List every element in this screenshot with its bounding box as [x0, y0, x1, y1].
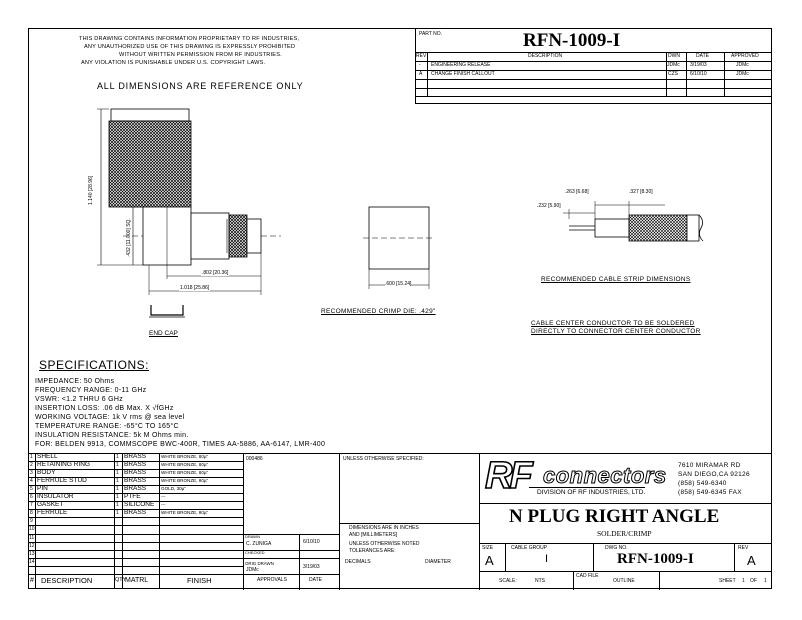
bom-item-number: 11: [29, 535, 35, 541]
drawing-subtitle: SOLDER/CRIMP: [597, 529, 652, 538]
drawing-sheet: [28, 28, 772, 589]
bom-description: SHELL: [37, 453, 58, 460]
rev-header-dwn: DWN: [668, 53, 680, 59]
bom-qty: 1: [116, 486, 119, 492]
bom-item-number: 10: [29, 526, 35, 532]
rev-header-rev: REV: [416, 53, 427, 59]
bom-qty: 1: [116, 462, 119, 468]
bom-material: SILICONE: [124, 501, 155, 508]
drawn-by: C. ZUNIGA: [246, 541, 272, 547]
bom-qty: 1: [116, 502, 119, 508]
bom-finish: WHITE BRONZE, 80µ": [161, 510, 209, 515]
bom-item-number: 9: [30, 518, 33, 524]
dim-crimp-width: .600 [15.24]: [385, 281, 412, 287]
bom-item-number: 3: [30, 470, 33, 476]
bom-material: BRASS: [124, 469, 147, 476]
sheet-total: 1: [764, 578, 767, 584]
bom-qty: 1: [116, 478, 119, 484]
crimp-die-label: RECOMMENDED CRIMP DIE: .429": [321, 308, 436, 315]
sheet-number: 1: [742, 578, 745, 584]
bom-item-number: 5: [30, 486, 33, 492]
bom-item-number: 13: [29, 551, 35, 557]
drawn-date: 6/10/10: [303, 539, 320, 545]
bom-item-number: 6: [30, 494, 33, 500]
diameter-label: DIAMETER: [425, 559, 451, 565]
drawn-label: DRAWN: [245, 534, 260, 539]
cad-file-value: OUTLINE: [613, 578, 635, 584]
bom-item-number: 4: [30, 478, 33, 484]
decimals-label: DECIMALS: [345, 559, 371, 565]
notice-line-1: THIS DRAWING CONTAINS INFORMATION PROPRIETARY TO RF INDUSTRIES,: [79, 36, 300, 42]
bom-qty: 1: [116, 454, 119, 460]
rev-row-approved: JDMc: [736, 71, 749, 77]
bom-qty: 1: [116, 494, 119, 500]
bom-footer-qty: QTY: [115, 577, 127, 583]
bom-item-number: 12: [29, 543, 35, 549]
cable-group-label: CABLE GROUP: [511, 545, 548, 551]
end-cap-label: END CAP: [149, 330, 178, 337]
orig-drawn-label: ORIG DRAWN: [245, 561, 274, 566]
cable-strip-label: RECOMMENDED CABLE STRIP DIMENSIONS: [541, 276, 691, 283]
tolerance-note-2: TOLERANCES ARE:: [349, 548, 396, 554]
spec-line: IMPEDANCE: 50 Ohms: [35, 378, 115, 385]
rev-header-approved: APPROVED: [731, 53, 759, 59]
bom-material: BRASS: [124, 477, 147, 484]
rev-row-rev: -: [419, 62, 421, 68]
cad-file-label: CAD FILE: [576, 573, 599, 579]
bom-finish: WHITE BRONZE, 80µ": [161, 462, 209, 467]
cable-group-value: I: [545, 553, 549, 565]
orig-drawn-date: 3/19/03: [303, 564, 320, 570]
bom-description: RETAINING RING: [37, 461, 90, 468]
dim-263: .263 [6.68]: [565, 189, 589, 195]
bom-item-number: 7: [30, 502, 33, 508]
dim-232: .232 [5.90]: [537, 203, 561, 209]
bom-material: BRASS: [124, 485, 147, 492]
rev-label: REV: [738, 545, 749, 551]
bom-item-number: 1: [30, 454, 33, 460]
rev-row-dwn: CZS: [668, 71, 678, 77]
checked-label: CHECKED: [245, 550, 265, 555]
bom-description: FERRULE STUD: [37, 477, 87, 484]
specifications-title: SPECIFICATIONS:: [39, 358, 149, 372]
dim-327: .327 [8.30]: [629, 189, 653, 195]
spec-line: VSWR: <1.2 THRU 6 GHz: [35, 396, 124, 403]
bom-finish: ---: [161, 494, 166, 499]
bom-material: BRASS: [124, 453, 147, 460]
spec-line: INSERTION LOSS: .06 dB Max. X √fGHz: [35, 405, 174, 412]
crimp-die-drawing: [369, 207, 429, 292]
orig-drawn-by: JDMc: [246, 567, 259, 573]
company-fax: (858) 549-6345 FAX: [678, 489, 742, 496]
notice-line-4: ANY VIOLATION IS PUNISHABLE UNDER U.S. COPYRIGHT LAWS.: [81, 60, 266, 66]
date-footer: DATE: [309, 577, 322, 583]
company-logo-word: connectors: [543, 463, 667, 488]
size-value: A: [485, 553, 494, 568]
bom-finish: WHITE BRONZE, 80µ": [161, 470, 209, 475]
bom-footer-number: #: [30, 577, 34, 584]
spec-line: TEMPERATURE RANGE: -65°C TO 165°C: [35, 423, 179, 430]
bom-description: BODY: [37, 469, 56, 476]
bom-finish: WHITE BRONZE, 80µ": [161, 454, 209, 459]
bom-finish: ---: [161, 502, 166, 507]
sheet-label: SHEET: [719, 578, 736, 584]
rev-row-date: 6/10/10: [690, 71, 707, 77]
revision-block: [415, 29, 771, 103]
rev-header-date: DATE: [696, 53, 709, 59]
bom-qty: 1: [116, 470, 119, 476]
approvals-footer: APPROVALS: [257, 577, 287, 583]
unless-specified: UNLESS OTHERWISE SPECIFIED:: [343, 456, 424, 462]
spec-line: WORKING VOLTAGE: 1k V rms @ sea level: [35, 414, 185, 421]
tolerance-note-1: UNLESS OTHERWISE NOTED: [349, 541, 420, 547]
notice-line-2: ANY UNAUTHORIZED USE OF THIS DRAWING IS EXPRESSLY PROHIBITED: [84, 44, 296, 50]
cable-strip-drawing: [569, 201, 719, 246]
spec-line: FREQUENCY RANGE: 0-11 GHz: [35, 387, 147, 394]
bom-material: PTFE: [124, 493, 141, 500]
document-number: 000486: [246, 456, 263, 462]
dim-plug-height: .432 [11.000] SQ.: [126, 218, 132, 257]
bom-footer-description: DESCRIPTION: [41, 576, 93, 585]
rev-header-description: DESCRIPTION: [528, 53, 563, 59]
rev-row-dwn: JDMc: [667, 62, 680, 68]
rev-value: A: [747, 553, 756, 568]
bom-item-number: 2: [30, 462, 33, 468]
notice-line-3: WITHOUT WRITTEN PERMISSION FROM RF INDUSTRIES.: [119, 52, 282, 58]
spec-line: FOR: BELDEN 9913, COMMSCOPE BWC-400R, TIMES AA-5886, AA-6147, LMR-400: [35, 441, 326, 448]
of-label: OF: [750, 578, 757, 584]
dimensions-note-1: DIMENSIONS ARE IN INCHES: [349, 525, 419, 531]
company-phone: (858) 549-6340: [678, 480, 727, 487]
scale-label: SCALE:: [499, 578, 517, 584]
dim-overall-height: 1.140 [28.96]: [88, 175, 94, 205]
spec-line: INSULATION RESISTANCE: 5k M Ohms min.: [35, 432, 189, 439]
bom-description: PIN: [37, 485, 48, 492]
part-number: RFN-1009-I: [523, 30, 621, 51]
scale-value: NTS: [535, 578, 545, 584]
bom-description: FERRULE: [37, 509, 68, 516]
company-division: DIVISION OF RF INDUSTRIES, LTD.: [537, 489, 646, 496]
bom-description: INSULATOR: [37, 493, 74, 500]
size-label: SIZE: [482, 545, 494, 551]
dim-1018: 1.018 [25.86]: [180, 285, 210, 291]
part-no-label: PART NO.: [419, 31, 443, 37]
drawing-title: N PLUG RIGHT ANGLE: [509, 506, 720, 527]
dwg-number: RFN-1009-I: [617, 551, 694, 567]
dimensions-note-2: AND [MILLIMETERS]: [349, 532, 398, 538]
company-logo-letters: RF: [485, 455, 530, 497]
rev-row-desc: CHANGE FINISH CALLOUT: [431, 71, 495, 77]
bom-material: BRASS: [124, 509, 147, 516]
solder-note-line-1: CABLE CENTER CONDUCTOR TO BE SOLDERED: [531, 320, 695, 327]
rev-row-desc: ENGINEERING RELEASE: [431, 62, 491, 68]
bom-qty: 1: [116, 510, 119, 516]
bom-material: BRASS: [124, 461, 147, 468]
dwg-no-label: DWG NO.: [605, 545, 628, 551]
bom-item-number: 8: [30, 510, 33, 516]
bom-item-number: 14: [29, 559, 35, 565]
rev-row-rev: A: [419, 71, 423, 77]
rev-row-approved: JDMc: [736, 62, 749, 68]
bom-description: GASKET: [37, 501, 64, 508]
end-cap-drawing: [149, 305, 185, 319]
bom-finish: GOLD, 30µ": [161, 486, 186, 491]
company-address-line: 7610 MIRAMAR RD: [678, 462, 741, 469]
bom-footer-material: MATRL: [125, 577, 149, 584]
bom-footer-finish: FINISH: [187, 576, 212, 585]
solder-note-line-2: DIRECTLY TO CONNECTOR CENTER CONDUCTOR: [531, 328, 701, 335]
reference-note: ALL DIMENSIONS ARE REFERENCE ONLY: [97, 81, 304, 91]
dim-802: .802 [20.36]: [202, 270, 229, 276]
bom-finish: WHITE BRONZE, 80µ": [161, 478, 209, 483]
rev-row-date: 3/19/03: [690, 62, 707, 68]
company-address-line: SAN DIEGO,CA 92126: [678, 471, 750, 478]
